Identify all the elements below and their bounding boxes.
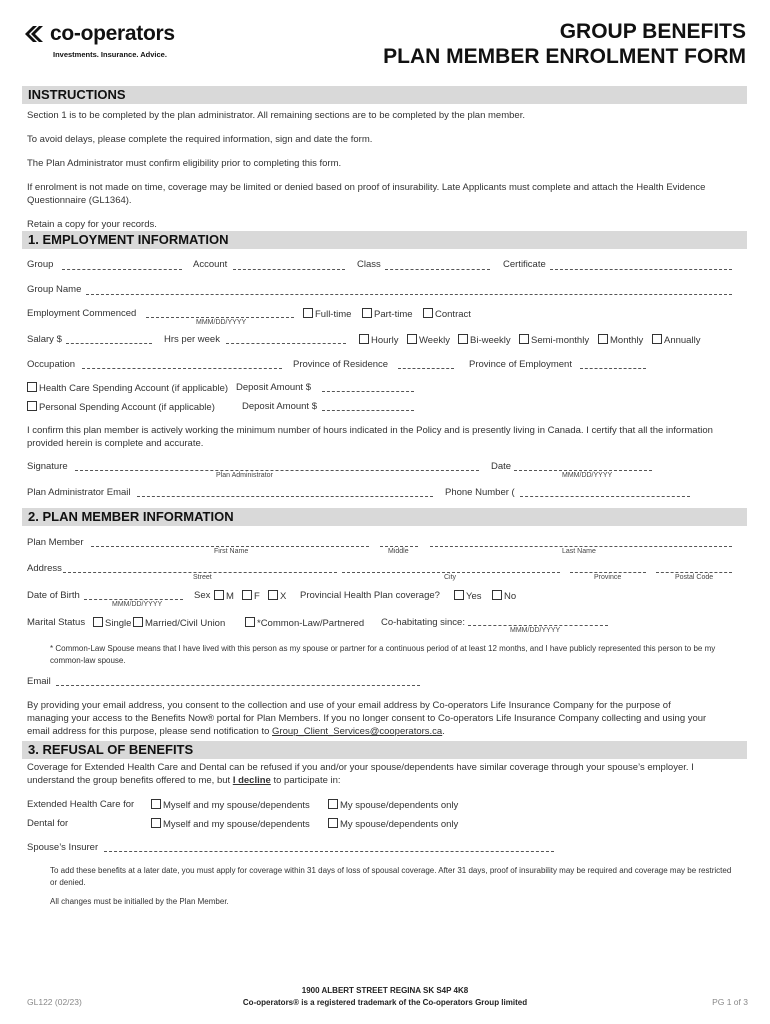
middle-name-field[interactable] <box>380 546 418 547</box>
hcsa-deposit-field[interactable] <box>322 391 414 392</box>
instruction-text: If enrolment is not made on time, coverage may be limited or denied based on proof of insurability. Late Applicants must complete and attach the Health Evidence Questionnaire (GL1364). <box>27 182 706 206</box>
postal-code-field[interactable] <box>656 572 732 573</box>
married-checkbox[interactable]: Married/Civil Union <box>133 617 225 629</box>
city-hint: City <box>444 574 457 581</box>
cohabitating-field[interactable] <box>468 625 608 626</box>
province-employment-field[interactable] <box>580 368 646 369</box>
marital-status-label: Marital Status <box>27 617 86 628</box>
group-name-label: Group Name <box>27 284 82 295</box>
ehc-label: Extended Health Care for <box>27 799 135 810</box>
employment-commenced-field[interactable] <box>146 317 294 318</box>
signature-field[interactable] <box>75 470 479 471</box>
common-law-checkbox[interactable]: *Common-Law/Partnered <box>245 617 364 629</box>
phcp-no-checkbox[interactable]: No <box>492 590 516 602</box>
dob-label: Date of Birth <box>27 590 80 601</box>
middle-hint: Middle <box>388 548 409 555</box>
section-heading: 1. EMPLOYMENT INFORMATION <box>28 232 229 247</box>
hcsa-checkbox[interactable]: Health Care Spending Account (if applicable) <box>27 382 228 394</box>
cohabitating-label: Co-habitating since: <box>381 617 465 628</box>
province-field[interactable] <box>570 572 646 573</box>
employment-commenced-label: Employment Commenced <box>27 308 137 319</box>
date-label: Date <box>491 461 512 472</box>
certificate-label: Certificate <box>503 259 546 270</box>
footer-address: 1900 ALBERT STREET REGINA SK S4P 4K8 <box>301 986 469 995</box>
monthly-checkbox[interactable]: Monthly <box>598 334 643 346</box>
phcp-yes-checkbox[interactable]: Yes <box>454 590 482 602</box>
form-title-line2: PLAN MEMBER ENROLMENT FORM <box>383 45 746 68</box>
form-code: GL122 (02/23) <box>27 997 82 1007</box>
common-law-note: * Common-Law Spouse means that I have lived with this person as my spouse or partner for a continuous period of at least 12 months, and I have publicly represented this person to be my common-law spouse. <box>50 644 716 665</box>
phcp-label: Provincial Health Plan coverage? <box>300 590 440 601</box>
psa-deposit-label: Deposit Amount $ <box>242 401 317 412</box>
single-checkbox[interactable]: Single <box>93 617 131 629</box>
instruction-text: Retain a copy for your records. <box>27 219 157 230</box>
hours-per-week-field[interactable] <box>226 343 346 344</box>
sex-f-checkbox[interactable]: F <box>242 590 260 602</box>
first-name-hint: First Name <box>214 548 249 555</box>
date-hint: MMM/DD/YYYY <box>510 627 561 634</box>
salary-field[interactable] <box>66 343 152 344</box>
dob-field[interactable] <box>84 599 183 600</box>
sex-label: Sex <box>194 590 211 601</box>
chevrons-icon <box>24 24 48 44</box>
plan-member-label: Plan Member <box>27 537 84 548</box>
date-hint: MMM/DD/YYYY <box>562 472 613 479</box>
date-hint: MMM/DD/YYYY <box>196 319 247 326</box>
instruction-text: Section 1 is to be completed by the plan administrator. All remaining sections are to be completed by the plan member. <box>27 110 525 121</box>
bi-weekly-checkbox[interactable]: Bi-weekly <box>458 334 511 346</box>
consent-text: email address for this purpose, please send notification to Group_Client_Services@cooperators.ca. <box>27 726 445 737</box>
date-hint: MMM/DD/YYYY <box>112 601 163 608</box>
last-name-hint: Last Name <box>562 548 596 555</box>
admin-email-field[interactable] <box>137 496 433 497</box>
refusal-note: All changes must be initialled by the Plan Member. <box>50 897 229 906</box>
consent-text: managing your access to the Benefits Now® portal for Plan Members. If you no longer consent to Co-operators Life Insurance Company collecting and using your <box>27 713 707 724</box>
date-field[interactable] <box>514 470 652 471</box>
occupation-field[interactable] <box>82 368 282 369</box>
footer-trademark: Co-operators® is a registered trademark of the Co-operators Group limited <box>242 998 528 1007</box>
phone-label: Phone Number ( <box>445 487 515 498</box>
street-field[interactable] <box>63 572 337 573</box>
first-name-field[interactable] <box>91 546 369 547</box>
ehc-myself-spouse-checkbox[interactable]: Myself and my spouse/dependents <box>151 799 310 811</box>
ehc-spouse-only-checkbox[interactable]: My spouse/dependents only <box>328 799 458 811</box>
refusal-text: Coverage for Extended Health Care and Dental can be refused if you and/or your spouse/dependents have similar coverage through your spouse’s employer. I <box>27 762 694 773</box>
section-bar-instructions <box>22 86 747 104</box>
class-field[interactable] <box>385 269 490 270</box>
address-label: Address <box>27 563 62 574</box>
spouse-insurer-label: Spouse’s Insurer <box>27 842 99 853</box>
consent-email-link[interactable]: Group_Client_Services@cooperators.ca <box>272 726 443 737</box>
occupation-label: Occupation <box>27 359 76 370</box>
postal-code-hint: Postal Code <box>675 574 714 581</box>
page-number: PG 1 of 3 <box>712 997 748 1007</box>
spouse-insurer-field[interactable] <box>104 851 554 852</box>
weekly-checkbox[interactable]: Weekly <box>407 334 450 346</box>
hours-per-week-label: Hrs per week <box>164 334 220 345</box>
dental-spouse-only-checkbox[interactable]: My spouse/dependents only <box>328 818 458 830</box>
last-name-field[interactable] <box>430 546 732 547</box>
email-field[interactable] <box>56 685 420 686</box>
section-bar-refusal <box>22 741 747 759</box>
annually-checkbox[interactable]: Annually <box>652 334 700 346</box>
group-field[interactable] <box>62 269 182 270</box>
province-employment-label: Province of Employment <box>469 359 572 370</box>
signature-label: Signature <box>27 461 68 472</box>
brand-tagline: Investments. Insurance. Advice. <box>53 50 167 59</box>
semi-monthly-checkbox[interactable]: Semi-monthly <box>519 334 589 346</box>
salary-label: Salary $ <box>27 334 62 345</box>
section-bar-employment <box>22 231 747 249</box>
refusal-note: To add these benefits at a later date, you must apply for coverage within 31 days of loss of spousal coverage. After 31 days, proof of insurability may be required and coverage may be restricted or denied. <box>50 866 732 887</box>
psa-deposit-field[interactable] <box>322 410 414 411</box>
group-label: Group <box>27 259 54 270</box>
instruction-text: The Plan Administrator must confirm eligibility prior to completing this form. <box>27 158 342 169</box>
part-time-checkbox[interactable]: Part-time <box>362 308 413 320</box>
street-hint: Street <box>193 574 212 581</box>
section-heading: INSTRUCTIONS <box>28 87 126 102</box>
section-heading: 3. REFUSAL OF BENEFITS <box>28 742 194 757</box>
account-field[interactable] <box>233 269 345 270</box>
form-title-line1: GROUP BENEFITS <box>559 20 746 43</box>
sex-m-checkbox[interactable]: M <box>214 590 234 602</box>
email-label: Email <box>27 676 51 687</box>
confirmation-text: I confirm this plan member is actively working the minimum number of hours indicated in the Policy and is presently living in Canada. I certify that all the information provided herein is complete and accurate. <box>27 425 713 449</box>
section-bar-plan-member <box>22 508 747 526</box>
admin-email-label: Plan Administrator Email <box>27 487 131 498</box>
hcsa-deposit-label: Deposit Amount $ <box>236 382 311 393</box>
brand-name: co-operators <box>50 22 175 45</box>
account-label: Account <box>193 259 228 270</box>
refusal-text: understand the group benefits offered to me, but I decline to participate in: <box>27 775 341 786</box>
province-residence-label: Province of Residence <box>293 359 389 370</box>
dental-myself-spouse-checkbox[interactable]: Myself and my spouse/dependents <box>151 818 310 830</box>
contract-checkbox[interactable]: Contract <box>423 308 471 320</box>
certificate-field[interactable] <box>550 269 732 270</box>
phone-field[interactable] <box>520 496 690 497</box>
hourly-checkbox[interactable]: Hourly <box>359 334 398 346</box>
full-time-checkbox[interactable]: Full-time <box>303 308 351 320</box>
consent-text: By providing your email address, you consent to the collection and use of your email address by Co-operators Life Insurance Company for the purpose of <box>27 700 671 711</box>
city-field[interactable] <box>342 572 560 573</box>
group-name-field[interactable] <box>86 294 732 295</box>
province-hint: Province <box>594 574 622 581</box>
plan-admin-hint: Plan Administrator <box>216 472 273 479</box>
province-residence-field[interactable] <box>398 368 454 369</box>
psa-checkbox[interactable]: Personal Spending Account (if applicable) <box>27 401 215 413</box>
dental-label: Dental for <box>27 818 69 829</box>
sex-x-checkbox[interactable]: X <box>268 590 286 602</box>
class-label: Class <box>357 259 381 270</box>
instruction-text: To avoid delays, please complete the required information, sign and date the form. <box>27 134 373 145</box>
section-heading: 2. PLAN MEMBER INFORMATION <box>28 509 234 524</box>
